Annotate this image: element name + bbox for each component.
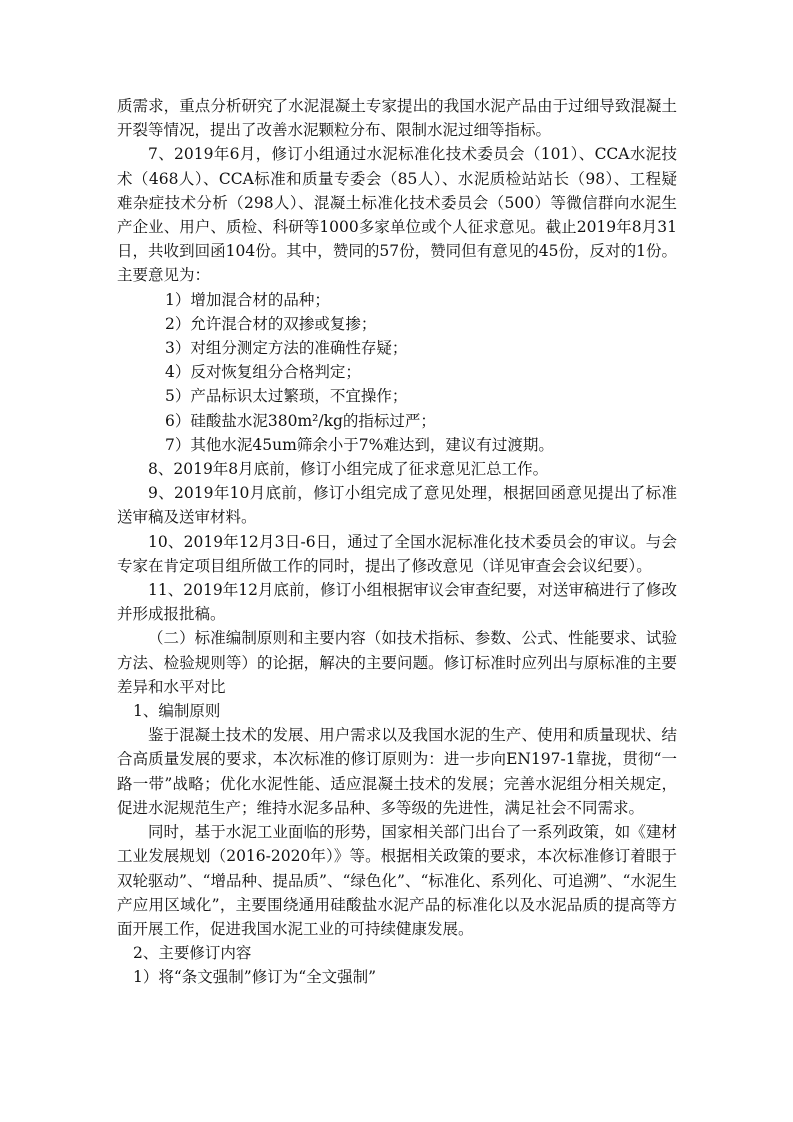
opinion-item-7: 7）其他水泥45um筛余小于7%难达到，建议有过渡期。 xyxy=(165,435,554,454)
opinion-item-5: 5）产品标识太过繁琐，不宜操作； xyxy=(165,387,408,406)
subheading-revisions: 2、主要修订内容 xyxy=(133,944,252,963)
revision-item-1: 1）将“条文强制”修订为“全文强制” xyxy=(133,968,377,987)
opinion-item-2: 2）允许混合材的双掺或复掺； xyxy=(165,314,377,333)
paragraph-step-8: 8、2019年8月底前，修订小组完成了征求意见汇总工作。 xyxy=(148,460,549,479)
paragraph-step-9: 9、2019年10月底前，修订小组完成了意见处理，根据回函意见提出了标准送审稿及送审材料。 xyxy=(117,484,677,527)
paragraph-continuation: 质需求，重点分析研究了水泥混凝土专家提出的我国水泥产品由于过细导致混凝土开裂等情况，提出了改善水泥颗粒分布、限制水泥过细等指标。 xyxy=(117,97,677,140)
opinion-item-3: 3）对组分测定方法的准确性存疑； xyxy=(165,339,408,358)
paragraph-principles: 鉴于混凝土技术的发展、用户需求以及我国水泥的生产、使用和质量现状、结合高质量发展的要求，本次标准的修订原则为：进一步向EN197-1靠拢，贯彻“一路一带”战略；优化水泥性能、适应混凝土技术的发展；完善水泥组分相关规定，促进水泥规范生产；维持水泥多品种、多等级的先进性，满足社会不同需求。 xyxy=(117,726,677,817)
paragraph-step-10: 10、2019年12月3日-6日，通过了全国水泥标准化技术委员会的审议。与会专家在肯定项目组所做工作的同时，提出了修改意见（详见审查会会议纪要）。 xyxy=(117,532,677,575)
subheading-principles: 1、编制原则 xyxy=(133,702,221,721)
section-heading-2: （二）标准编制原则和主要内容（如技术指标、参数、公式、性能要求、试验方法、检验规则等）的论据，解决的主要问题。修订标准时应列出与原标准的主要差异和水平对比 xyxy=(117,629,677,696)
paragraph-step-7: 7、2019年6月，修订小组通过水泥标准化技术委员会（101）、CCA水泥技术（468人）、CCA标准和质量专委会（85人）、水泥质检站站长（98）、工程疑难杂症技术分析（298人）、混凝土标准化技术委员会（500）等微信群向水泥生产企业、用户、质检、科研等1000多家单位或个人征求意见。截止2019年8月31日，共收到回函104份。其中，赞同的57份，赞同但有意见的45份，反对的1份。主要意见为： xyxy=(117,145,677,285)
paragraph-policy: 同时，基于水泥工业面临的形势，国家相关部门出台了一系列政策，如《建材工业发展规划（2016-2020年）》等。根据相关政策的要求，本次标准修订着眼于双轮驱动”、“增品种、提品质”、“绿色化”、“标准化、系列化、可追溯”、“水泥生产应用区域化”，主要围绕通用硅酸盐水泥产品的标准化以及水泥品质的提高等方面开展工作，促进我国水泥工业的可持续健康发展。 xyxy=(117,823,677,938)
opinion-item-4: 4）反对恢复组分合格判定； xyxy=(165,363,361,382)
opinion-item-6: 6）硅酸盐水泥380m²/kg的指标过严； xyxy=(165,411,436,430)
paragraph-step-11: 11、2019年12月底前，修订小组根据审议会审查纪要，对送审稿进行了修改并形成报批稿。 xyxy=(117,581,677,624)
document-body xyxy=(117,94,677,990)
opinion-item-1: 1）增加混合材的品种； xyxy=(165,290,330,309)
